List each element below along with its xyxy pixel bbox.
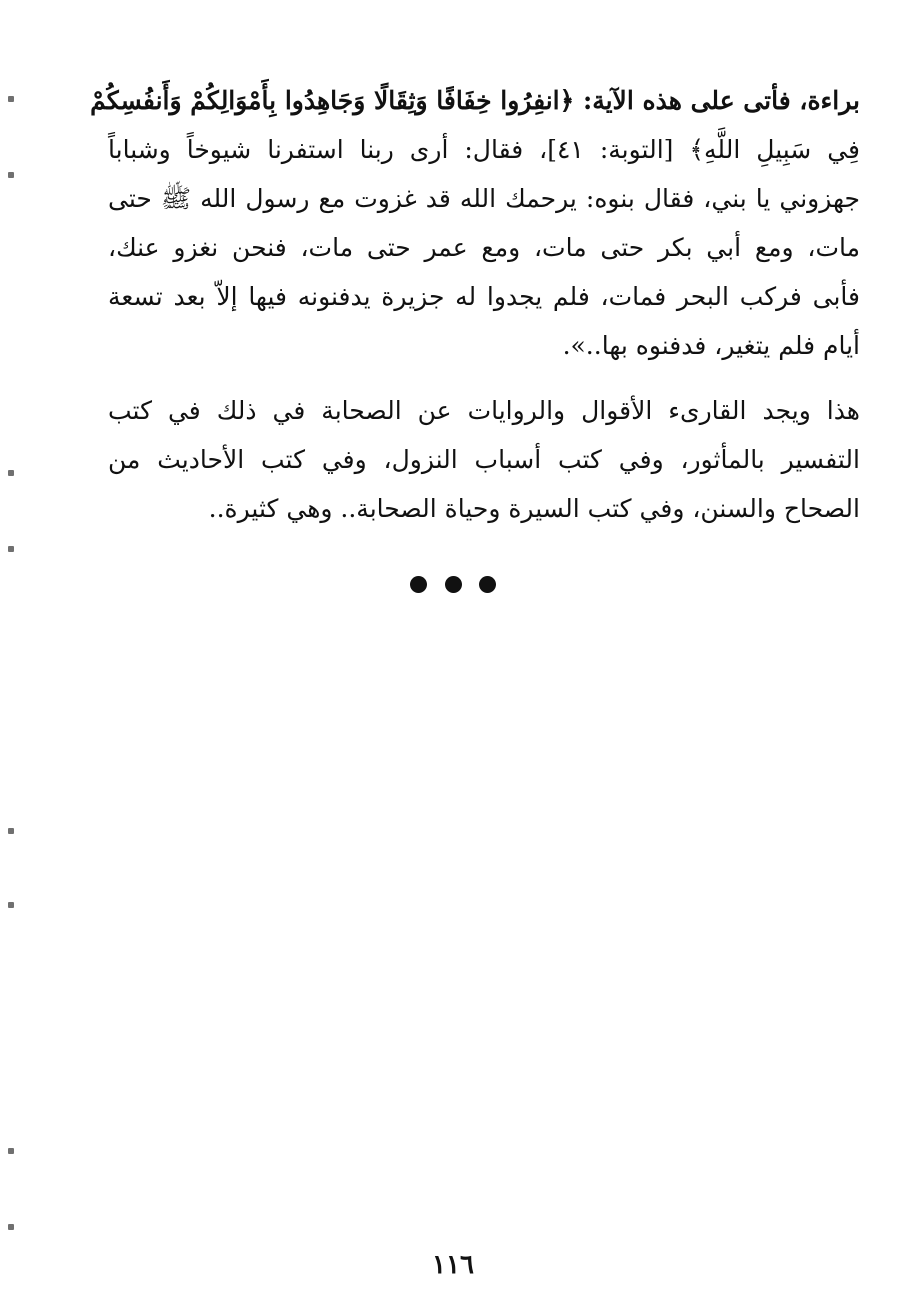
text-line: الصحاح والسنن، وفي كتب السيرة وحياة الصحابة.. وهي كثيرة.. xyxy=(208,494,860,523)
text-line: براءة، فأتى على هذه الآية: ﴿انفِرُوا خِفَافًا وَثِقَالًا وَجَاهِدُوا بِأَمْوَالِكُمْ وَأَنفُسِكُمْ xyxy=(90,86,860,115)
page-number: ١١٦ xyxy=(432,1250,474,1280)
scan-margin-speck xyxy=(8,172,14,178)
text-line: هذا ويجد القارىء الأقوال والروايات عن الصحابة في ذلك في كتب xyxy=(108,396,860,425)
scan-margin-speck xyxy=(8,828,14,834)
scan-margin-speck xyxy=(8,546,14,552)
section-separator xyxy=(0,576,906,597)
paragraph-references xyxy=(108,386,860,533)
scan-margin-speck xyxy=(8,902,14,908)
scan-margin-speck xyxy=(8,96,14,102)
text-line: جهزوني يا بني، فقال بنوه: يرحمك الله قد غزوت مع رسول الله ﷺ حتى xyxy=(108,184,860,213)
scan-margin-speck xyxy=(8,470,14,476)
text-line: فِي سَبِيلِ اللَّهِ﴾ [التوبة: ٤١]، فقال: أرى ربنا استفرنا شيوخاً وشباباً xyxy=(108,135,860,164)
separator-dot xyxy=(445,576,462,593)
text-line: أيام فلم يتغير، فدفنوه بها..». xyxy=(562,331,860,360)
scan-margin-speck xyxy=(8,1224,14,1230)
paragraph-hadith-narration xyxy=(90,76,860,370)
text-line: فأبى فركب البحر فمات، فلم يجدوا له جزيرة يدفنونه فيها إلاّ بعد تسعة xyxy=(108,282,860,311)
scan-margin-speck xyxy=(8,1148,14,1154)
separator-dot xyxy=(479,576,496,593)
text-line: التفسير بالمأثور، وفي كتب أسباب النزول، وفي كتب الأحاديث من xyxy=(108,445,860,474)
separator-dot xyxy=(410,576,427,593)
text-line: مات، ومع أبي بكر حتى مات، ومع عمر حتى مات، فنحن نغزو عنك، xyxy=(108,233,860,262)
